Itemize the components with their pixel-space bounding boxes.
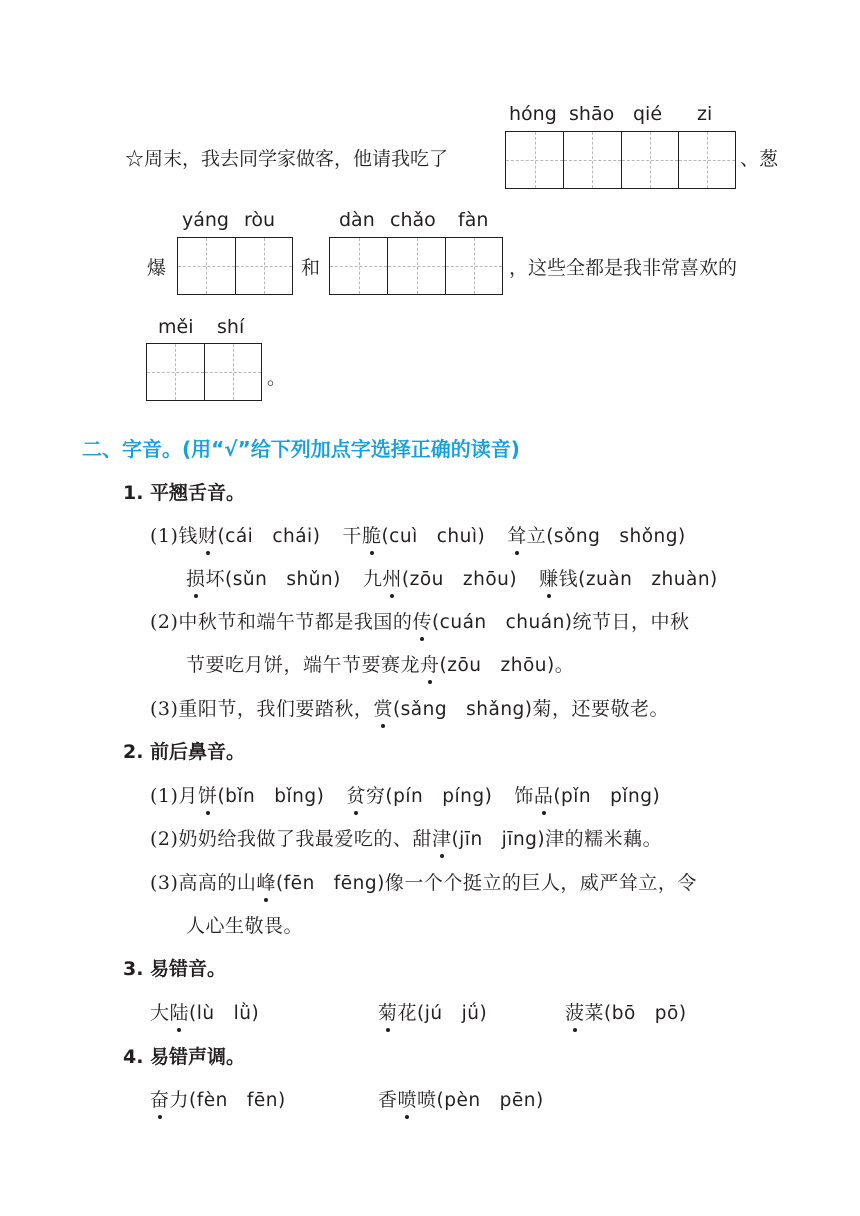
section-heading-zi-yin: 二、字音。(用“√”给下列加点字选择正确的读音) — [82, 437, 520, 461]
p1-q2-row-b — [186, 650, 574, 677]
word-gancui: 干脆 — [342, 525, 381, 547]
p2-q1-row — [150, 781, 660, 808]
p4-item-xiangpenpen: 香喷喷(pèn pēn) — [378, 1085, 544, 1112]
word-pinqiong: 贫穷 — [346, 785, 385, 807]
sentence-text: 奶奶给我做了我最爱吃的、甜 — [178, 828, 432, 850]
pinyin-shi: shí — [217, 316, 245, 338]
dotted-char: 菊 — [378, 998, 398, 1025]
q-label: (3) — [150, 872, 179, 894]
p2-q3-row-b: 人心生敬畏。 — [186, 915, 304, 937]
sentence-text: 菊，还要敬老。 — [532, 698, 670, 720]
pinyin-hong: hóng — [509, 103, 557, 125]
word-songli: 耸立 — [507, 525, 546, 547]
dotted-char: 耸 — [507, 521, 527, 548]
part3-title: 3. 易错音。 — [123, 958, 227, 980]
options-fen[interactable]: (fèn fēn) — [189, 1090, 286, 1111]
part1-title: 1. 平翘舌音。 — [123, 482, 246, 504]
options-bo[interactable]: (bō pō) — [604, 1003, 687, 1024]
pinyin-fan: fàn — [458, 209, 489, 231]
dotted-char: 峰 — [256, 868, 276, 895]
part2-title: 2. 前后鼻音。 — [123, 741, 246, 763]
word-zhuanqian: 赚钱 — [539, 568, 578, 590]
sentence-text: 像一个个挺立的巨人，威严耸立，令 — [384, 872, 697, 894]
fill-line2-lead: 爆 — [147, 257, 167, 279]
sentence-text: 津的糯米藕。 — [545, 828, 663, 850]
options-feng[interactable]: (fēn fēng) — [275, 873, 385, 894]
word-qiancai: 钱财 — [178, 525, 217, 547]
pinyin-yang: yáng — [182, 209, 229, 231]
q-label: (2) — [150, 828, 179, 850]
sentence-text: 。 — [554, 654, 575, 676]
q-label: (2) — [150, 611, 179, 633]
options-zhou-2[interactable]: (zōu zhōu) — [439, 655, 555, 676]
fill-line1-text: ☆周末，我去同学家做客，他请我吃了 — [125, 148, 449, 170]
options-ju[interactable]: (jú jǘ) — [417, 1003, 488, 1024]
dotted-char: 喷 — [398, 1085, 418, 1112]
pinyin-qie: qié — [633, 103, 663, 125]
dotted-char: 贫 — [346, 781, 366, 808]
sentence-text: 中秋节和端午节都是我国的 — [178, 611, 413, 633]
options-jin[interactable]: (jīn jīng) — [451, 829, 546, 850]
fill-line3-after: 。 — [267, 367, 287, 389]
options-pen[interactable]: (pèn pēn) — [436, 1090, 544, 1111]
options-shang[interactable]: (sǎng shǎng) — [392, 699, 533, 720]
fill-line1-after: 、葱 — [740, 148, 779, 170]
dotted-char: 品 — [534, 781, 554, 808]
sentence-text: 高高的山 — [178, 872, 257, 894]
options-cai[interactable]: (cái chái) — [217, 526, 321, 547]
pinyin-shao: shāo — [569, 103, 615, 125]
fill-line2-mid: 和 — [301, 257, 321, 279]
p1-q2-row-a — [150, 607, 690, 634]
part4-title: 4. 易错声调。 — [123, 1046, 246, 1068]
dotted-char: 财 — [198, 521, 218, 548]
options-sun[interactable]: (sǔn shǔn) — [225, 569, 341, 590]
q-label: (3) — [150, 698, 179, 720]
pinyin-dan: dàn — [339, 209, 375, 231]
options-cui[interactable]: (cuì chuì) — [381, 526, 486, 547]
dotted-char: 陆 — [170, 998, 190, 1025]
dotted-char: 舟 — [420, 650, 440, 677]
p1-q3-row — [150, 694, 669, 721]
writing-grid-hongshaoqiezi[interactable] — [505, 131, 736, 189]
p3-item-bocai: 菠菜(bō pō) — [565, 998, 687, 1025]
dotted-char: 菠 — [565, 998, 585, 1025]
options-pin-2[interactable]: (pǐn pǐng) — [553, 786, 661, 807]
dotted-char: 津 — [432, 824, 452, 851]
p4-item-fenli: 奋力(fèn fēn) — [150, 1085, 286, 1112]
p2-q2-row — [150, 824, 662, 851]
writing-grid-meishi[interactable] — [146, 343, 262, 401]
pinyin-rou: ròu — [244, 209, 276, 231]
options-pin[interactable]: (pín píng) — [385, 786, 493, 807]
options-song[interactable]: (sǒng shǒng) — [546, 526, 686, 547]
p3-item-dalu: 大陆(lù lǜ) — [150, 998, 259, 1025]
p1-q1-row-b — [186, 564, 718, 591]
writing-grid-yangrou[interactable] — [177, 237, 293, 295]
options-zhou[interactable]: (zōu zhōu) — [401, 569, 518, 590]
writing-grid-danchaofan[interactable] — [329, 237, 503, 295]
word-sunhuai: 损坏 — [186, 568, 225, 590]
dotted-char: 脆 — [362, 521, 382, 548]
dotted-char: 饼 — [198, 781, 218, 808]
pinyin-mei: měi — [158, 316, 194, 338]
fill-line2-after: ，这些全都是我非常喜欢的 — [509, 257, 738, 279]
dotted-char: 州 — [382, 564, 402, 591]
word-shipin: 饰品 — [514, 785, 553, 807]
options-chuan[interactable]: (cuán chuán) — [431, 612, 573, 633]
dotted-char: 赏 — [373, 694, 393, 721]
p2-q3-row-a — [150, 868, 697, 895]
dotted-char: 传 — [412, 607, 432, 634]
options-bing[interactable]: (bǐn bǐng) — [217, 786, 325, 807]
sentence-text: 节要吃月饼，端午节要赛龙 — [186, 654, 421, 676]
sentence-text: 重阳节，我们要踏秋， — [178, 698, 374, 720]
dotted-char: 奋 — [150, 1085, 170, 1112]
sentence-text: 统节日，中秋 — [572, 611, 690, 633]
pinyin-zi: zi — [697, 103, 713, 125]
word-jiuzhou: 九州 — [363, 568, 402, 590]
word-yuebing: 月饼 — [178, 785, 217, 807]
q-label: (1) — [150, 785, 179, 807]
options-lu[interactable]: (lù lǜ) — [189, 1003, 260, 1024]
dotted-char: 损 — [186, 564, 206, 591]
pinyin-chao: chǎo — [390, 209, 436, 231]
dotted-char: 赚 — [539, 564, 559, 591]
options-zhuan[interactable]: (zuàn zhuàn) — [578, 569, 718, 590]
p1-q1-row-a — [150, 521, 686, 548]
p3-item-juhua: 菊花(jú jǘ) — [378, 998, 487, 1025]
q-label: (1) — [150, 525, 179, 547]
